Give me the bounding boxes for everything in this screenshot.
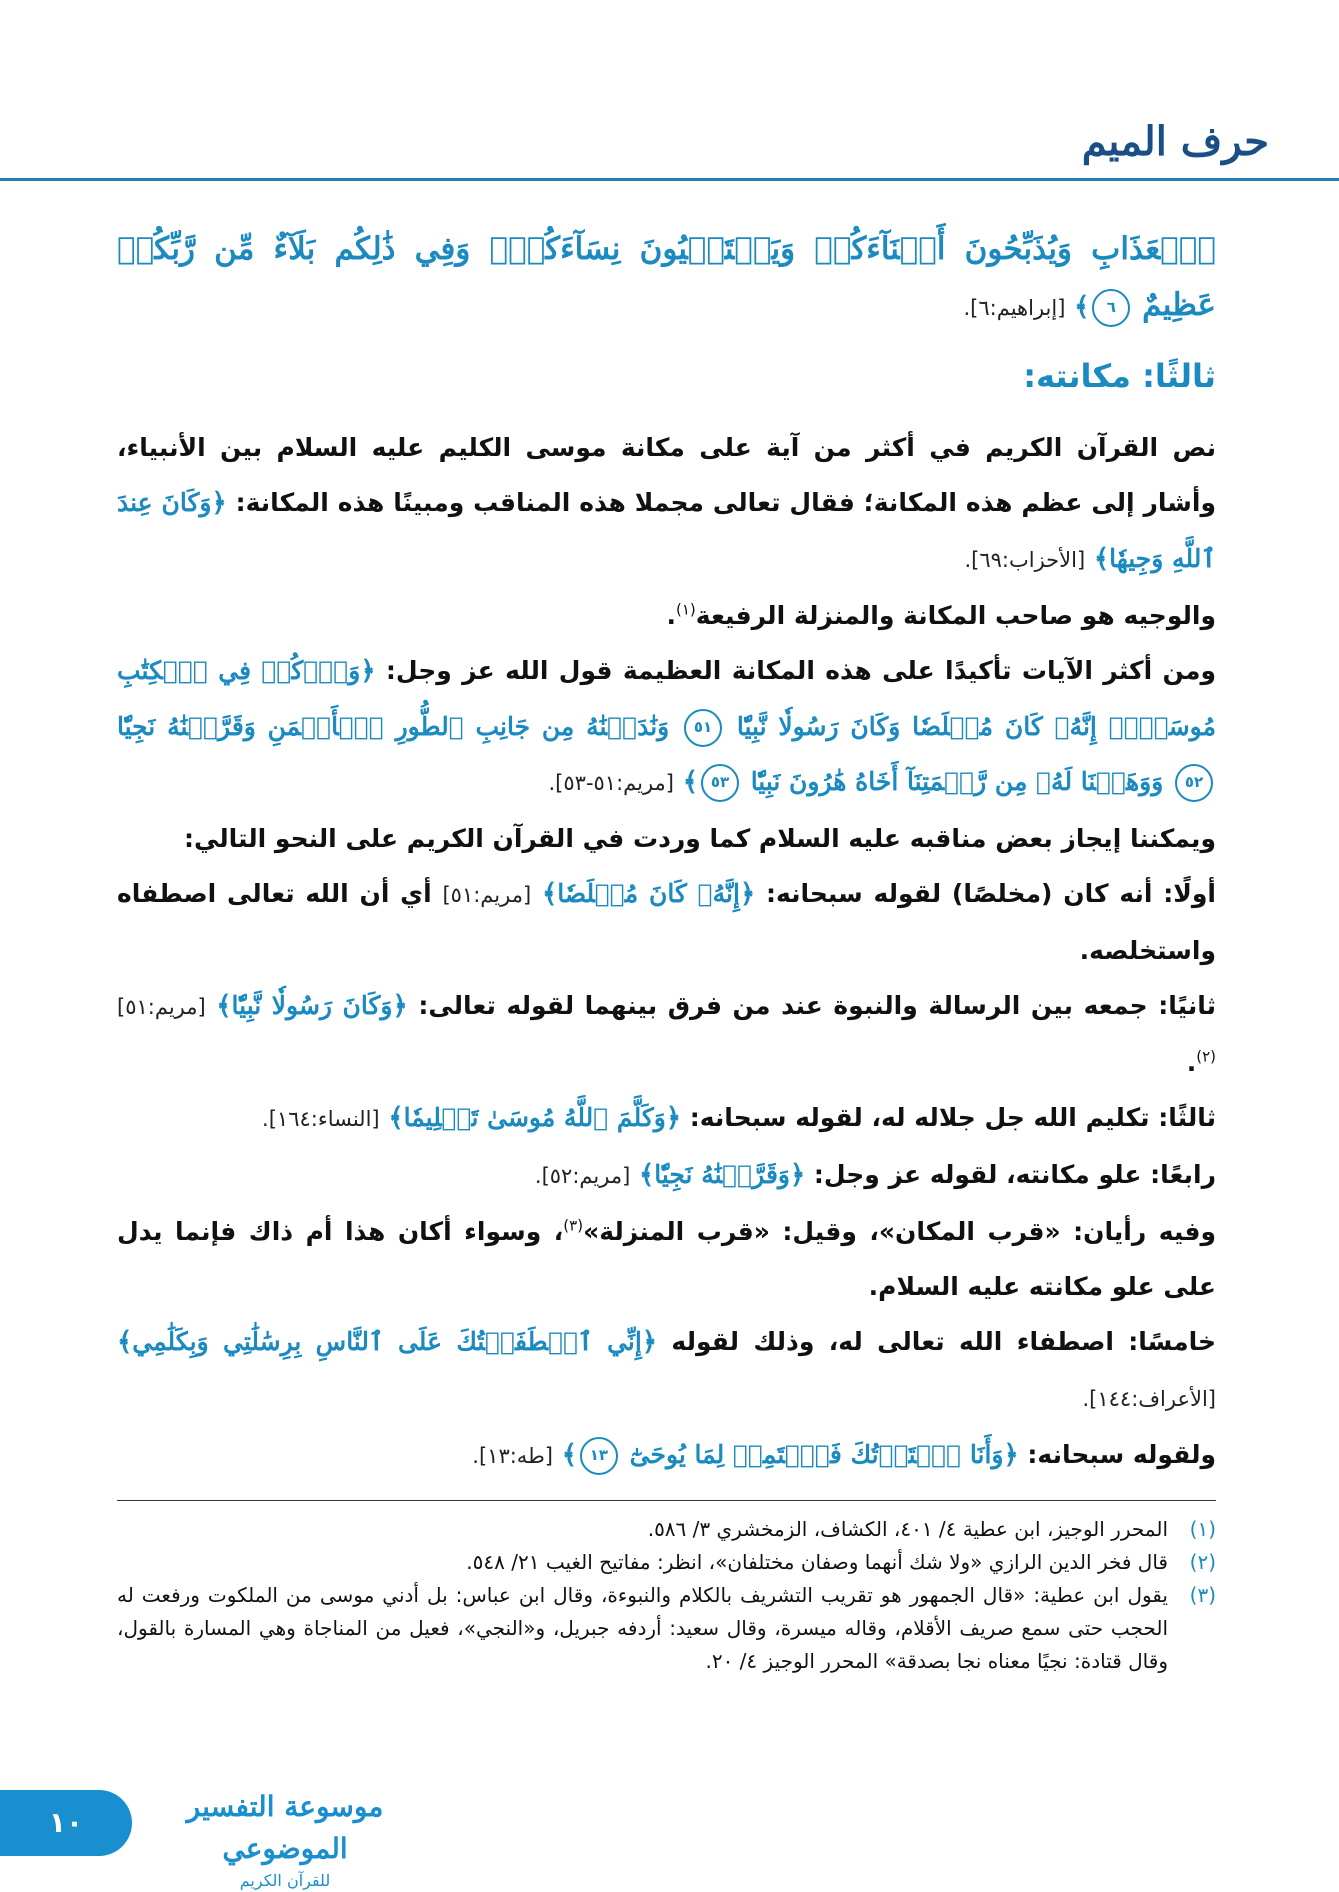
paragraph-text: اصطفاء الله تعالى له، وذلك لقوله <box>657 1327 1114 1356</box>
paragraph-second-virtue <box>117 978 1216 1090</box>
sentence-end: . <box>1186 1048 1197 1077</box>
quran-verse: إِنَّهُۥ كَانَ مُخۡلَصٗا <box>557 879 740 908</box>
paragraph-text: والوجيه هو صاحب المكانة والمنزلة الرفيعة <box>695 601 1216 630</box>
footnote-text: يقول ابن عطية: «قال الجمهور هو تقريب التشريف بالكلام والنبوءة، وقال ابن عباس: بل أدني موسى من الملكوت ورفعت له الحجب حتى سمع صريف الأقلام، وقاله ميسرة، وقال سعيد: أردفه جبريل، و«النجي»، فعيل من المناجاة وهي المسارة بالقول، وقال قتادة: نجيًا معناه نجا بصدقة» المحرر الوجيز ٤/ ٢٠. <box>117 1583 1168 1673</box>
verse-close-bracket: ﴾ <box>561 1440 577 1470</box>
verse-reference: [طه:١٣]. <box>472 1444 553 1468</box>
verse-close-bracket: ﴾ <box>1093 544 1110 574</box>
footnote-item <box>117 1579 1216 1678</box>
paragraph-text: ومن أكثر الآيات تأكيدًا على هذه المكانة العظيمة قول الله عز وجل: <box>375 656 1216 685</box>
footnote-text: المحرر الوجيز، ابن عطية ٤/ ٤٠١، الكشاف، الزمخشري ٣/ ٥٨٦. <box>647 1517 1168 1541</box>
paragraph-summary-intro: ويمكننا إيجاز بعض مناقبه عليه السلام كما وردت في القرآن الكريم على النحو التالي: <box>183 824 1216 853</box>
paragraph-text: نص القرآن الكريم في أكثر من آية على مكانة موسى الكليم عليه السلام بين الأنبياء، وأشار إلى عظم هذه المكانة؛ فقال تعالى مجملا هذه المناقب ومبينًا هذه المكانة: <box>117 433 1216 517</box>
paragraph-text: أنه كان (مخلصًا) لقوله سبحانه: <box>755 879 1153 908</box>
paragraph-fourth-virtue <box>117 1147 1216 1204</box>
paragraph-text: ، وسواء أكان هذا أم ذاك فإنما يدل على علو مكانته عليه السلام. <box>117 1217 1216 1301</box>
footnote-ref-2[interactable]: (٢) <box>1196 1047 1216 1066</box>
verse-reference: [النساء:١٦٤]. <box>262 1107 380 1131</box>
footnote-ref-3[interactable]: (٣) <box>563 1216 584 1235</box>
footnote-ref-1[interactable]: (١) <box>676 600 696 619</box>
verse-reference: [إبراهيم:٦]. <box>963 296 1066 320</box>
ayah-number-badge: ١٣ <box>580 1437 618 1475</box>
footnote-text: قال فخر الدين الرازي «ولا شك أنهما وصفان مختلفان»، انظر: مفاتيح الغيب ٢١/ ٥٤٨. <box>466 1550 1168 1574</box>
verse-open-bracket: ﴿ <box>789 1160 806 1190</box>
ayah-number-badge: ٥١ <box>684 709 722 747</box>
verse-open-bracket: ﴿ <box>211 488 227 518</box>
verse-open-bracket: ﴿ <box>665 1103 682 1133</box>
quran-verse: وَأَنَا ٱخۡتَرۡتُكَ فَٱسۡتَمِعۡ لِمَا يُوحَىٰٓ <box>629 1440 1004 1469</box>
logo-title: موسوعة التفسير الموضوعي <box>186 1790 384 1865</box>
verse-open-bracket: ﴿ <box>739 879 756 909</box>
verse-reference: [مريم:٥٢]. <box>534 1164 631 1188</box>
paragraph-third-virtue <box>117 1090 1216 1147</box>
footnotes-section <box>117 1500 1216 1678</box>
footnote-number: (٢) <box>1189 1550 1216 1574</box>
quran-verse: وَوَهَبۡنَا لَهُۥ مِن رَّحۡمَتِنَآ أَخَاهُ هَٰرُونَ نَبِيّٗا <box>750 767 1164 796</box>
ayah-number-badge: ٥٣ <box>701 764 739 802</box>
footnote-number: (١) <box>1189 1517 1216 1541</box>
paragraph-fifth-virtue <box>117 1314 1216 1427</box>
paragraph-text: علو مكانته، لقوله عز وجل: <box>805 1160 1142 1189</box>
logo-subtitle: للقرآن الكريم <box>239 1871 331 1890</box>
paragraph-text: ولقوله سبحانه: <box>1018 1440 1216 1469</box>
paragraph-text: تكليم الله جل جلاله له، لقوله سبحانه: <box>681 1103 1150 1132</box>
paragraph-status-intro <box>117 420 1216 588</box>
header-divider <box>0 178 1339 181</box>
list-label: رابعًا: <box>1141 1160 1216 1189</box>
list-label: خامسًا: <box>1113 1327 1216 1356</box>
running-header-title: حرف الميم <box>1081 118 1269 165</box>
quran-verse: وَقَرَّبۡنَٰهُ نَجِيّٗا <box>654 1160 790 1189</box>
verse-reference: [مريم:٥١] <box>117 995 206 1019</box>
verse-reference: [الأعراف:١٤٤]. <box>1082 1387 1216 1411</box>
quran-verse: وَكَلَّمَ ٱللَّهُ مُوسَىٰ تَكۡلِيمٗا <box>403 1103 666 1132</box>
verse-close-bracket: ﴾ <box>216 991 232 1021</box>
verse-open-bracket: ﴿ <box>1003 1440 1019 1470</box>
quran-verse: إِنِّي ٱصۡطَفَيۡتُكَ عَلَى ٱلنَّاسِ بِرِسَٰلَٰتِي وَبِكَلَٰمِي <box>132 1327 642 1356</box>
footnote-item <box>117 1546 1216 1579</box>
verse-open-bracket: ﴿ <box>360 656 376 686</box>
verse-close-bracket: ﴾ <box>541 879 558 909</box>
quran-verse: وَكَانَ رَسُولٗا نَّبِيّٗا <box>231 991 393 1020</box>
footnote-item <box>117 1513 1216 1546</box>
verse-close-bracket: ﴾ <box>117 1327 133 1357</box>
paragraph-text: أي أن الله تعالى اصطفاه واستخلصه. <box>117 879 1216 965</box>
verse-close-bracket: ﴾ <box>1074 292 1090 322</box>
list-label: ثالثًا: <box>1149 1103 1216 1132</box>
verse-close-bracket: ﴾ <box>682 767 698 797</box>
section-heading: ثالثًا: مكانته: <box>1023 357 1216 395</box>
paragraph-maryam-verses <box>117 643 1216 811</box>
page-body <box>117 222 1216 1484</box>
quran-verse: وَكَانَ عِندَ ٱللَّهِ وَجِيهٗا <box>117 488 1216 573</box>
paragraph-first-virtue <box>117 866 1216 978</box>
verse-paragraph-ibrahim <box>117 222 1216 336</box>
verse-open-bracket: ﴿ <box>392 991 408 1021</box>
ayah-number-badge: ٥٢ <box>1175 764 1213 802</box>
quran-verse: وَنَٰدَيۡنَٰهُ مِن جَانِبِ ٱلطُّورِ ٱلۡأَيۡمَنِ وَقَرَّبۡنَٰهُ نَجِيّٗا <box>117 712 670 741</box>
encyclopedia-logo <box>160 1786 410 1890</box>
verse-reference: [مريم:٥١] <box>442 883 532 907</box>
verse-close-bracket: ﴾ <box>388 1103 404 1133</box>
paragraph-text: وفيه رأيان: «قرب المكان»، وقيل: «قرب المنزلة» <box>583 1217 1216 1246</box>
quran-verse: ٱلۡعَذَابِ وَيُذَبِّحُونَ أَبۡنَآءَكُمۡ وَيَسۡتَحۡيُونَ نِسَآءَكُمۡۚ وَفِي ذَٰلِكُم بَلَآءٌ مِّن رَّبِّكُمۡ عَظِيمٌ <box>117 231 1216 323</box>
sentence-end: . <box>666 601 676 630</box>
list-label: ثانيًا: <box>1147 991 1216 1020</box>
ayah-number-badge: ٦ <box>1092 289 1130 327</box>
footnote-number: (٣) <box>1189 1583 1216 1607</box>
verse-reference: [مريم:٥١-٥٣]. <box>548 771 675 795</box>
paragraph-two-opinions <box>117 1204 1216 1314</box>
verse-close-bracket: ﴾ <box>639 1160 655 1190</box>
page-number-badge: ١٠ <box>0 1790 132 1856</box>
list-label: أولًا: <box>1152 879 1216 908</box>
verse-reference: [الأحزاب:٦٩]. <box>964 548 1086 572</box>
verse-open-bracket: ﴿ <box>641 1327 658 1357</box>
paragraph-wajih <box>117 588 1216 643</box>
paragraph-text: جمعه بين الرسالة والنبوة عند من فرق بينهما لقوله تعالى: <box>407 991 1148 1020</box>
paragraph-taha-verse <box>117 1427 1216 1484</box>
quran-verse: وَٱذۡكُرۡ فِي ٱلۡكِتَٰبِ مُوسَىٰٓۚ إِنَّهُۥ كَانَ مُخۡلَصٗا وَكَانَ رَسُولٗا نَّبِيّٗا <box>117 656 1216 741</box>
